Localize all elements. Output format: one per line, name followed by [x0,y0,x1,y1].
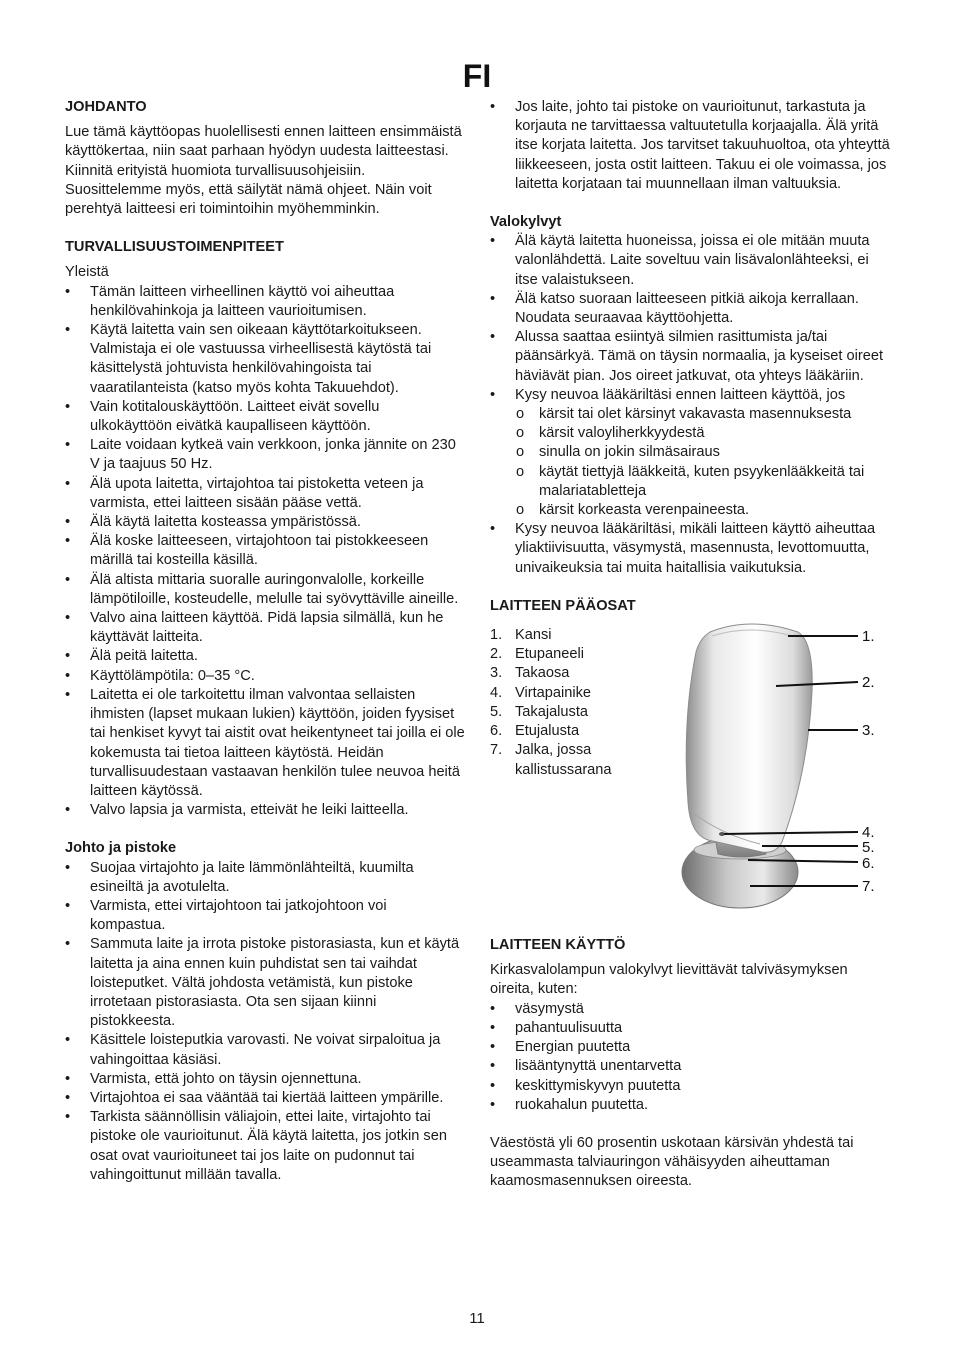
list-item: • Kysy neuvoa lääkäriltäsi, mikäli laitteen käyttö aiheuttaa yliaktiivisuutta, väsymystä, masennusta, levottomuutta, univaikeuksia tai muita haitallisia vaikutuksia. [490,520,890,578]
sublist-item: o kärsit korkeasta verenpaineesta. [515,501,890,520]
parts-item [490,684,650,703]
list-item: • Älä altista mittaria suoralle auringonvalolle, korkeille lämpötiloille, kosteudelle, melulle tai syövyttäville aineille. [65,571,465,609]
parts-item-number: 6. [490,723,503,740]
parts-section [490,626,890,926]
light-heading: Valokylvyt [490,214,562,231]
intro-text: Lue tämä käyttöopas huolellisesti ennen laitteen ensimmäistä käyttökertaa, niin saat parhaan hyödyn uudesta laitteestasi. Kiinnitä erityistä huomiota turvallisuusohjeisiin. Suosittelemme myös, että säilytät nämä ohjeet. Näin voit perehtyä laitteesi eri toimintoihin myöhemminkin. [65,124,462,218]
list-item: • ruokahalun puutetta. [490,1096,890,1115]
callout-label: 2. [862,674,875,692]
usage-closing: Väestöstä yli 60 prosentin uskotaan kärsivän yhdestä tai useammasta talviauringon vähäisyyden aiheuttaman kaamosmasennuksen oireesta. [490,1134,854,1190]
callout-label: 3. [862,722,875,740]
list-item: • Alussa saattaa esiintyä silmien rasittumista ja/tai päänsärkyä. Tämä on täysin normaalia, ja kyseiset oireet häviävät pian. Jos oireet jatkuvat, ota yhteys lääkäriin. [490,328,890,386]
left-column [65,98,465,1185]
parts-item-number: 5. [490,703,503,720]
safety-list [65,283,465,821]
list-item: • Tarkista säännöllisin väliajoin, ettei laite, virtajohto tai pistoke ole vaurioitunut. Älä käytä laitetta, jos jotkin sen osat ovat vaurioituneet tai jos laite on pudonnut tai vahingoittunut millään tavalla. [65,1108,465,1185]
list-item: • Laitetta ei ole tarkoitettu ilman valvontaa sellaisten ihmisten (lapset mukaan lukien) käyttöön, joiden fyysiset tai henkiset kyvyt tai aistit ovat heikentyneet tai joilla ei ole kokemusta tai tietoa laitteen käytöstä. Heidän turvallisuudestaan vastaavan henkilön tulee neuvoa heitä laitteen käytössä. [65,686,465,801]
cord-heading: Johto ja pistoke [65,840,177,857]
parts-item-label: Takaosa [515,665,570,682]
parts-list [490,626,650,780]
sublist-item: o käytät tiettyjä lääkkeitä, kuten psyykenlääkkeitä tai malariatabletteja [515,463,890,501]
list-item: • Valvo lapsia ja varmista, etteivät he leiki laitteella. [65,801,465,820]
light-sublist [515,405,890,520]
list-item: • Älä käytä laitetta kosteassa ympäristössä. [65,513,465,532]
list-item: • Käytä laitetta vain sen oikeaan käyttötarkoitukseen. Valmistaja ei ole vastuussa virheellisestä käytöstä tai käsittelystä johtuvista henkilövahingoista tai vaaratilanteista (katso myös kohta Takuuehdot). [65,321,465,398]
list-item: • Käyttölämpötila: 0–35 °C. [65,667,465,686]
parts-item-number: 2. [490,646,503,663]
callout-label: 4. [862,824,875,842]
intro-heading: JOHDANTO [65,99,147,115]
list-item: • Tämän laitteen virheellinen käyttö voi aiheuttaa henkilövahinkoja ja laitteen vaurioitumisen. [65,283,465,321]
list-item: • Sammuta laite ja irrota pistoke pistorasiasta, kun et käytä laitetta ja aina ennen kuin puhdistat sen tai vaihdat loisteputket. Vältä johdosta vetämistä, kun pistoke irrotetaan pistorasiasta. Ota sen sijaan kiinni pistokkeesta. [65,935,465,1031]
list-item: • Käsittele loisteputkia varovasti. Ne voivat sirpaloitua ja vahingoittaa käsiäsi. [65,1031,465,1069]
list-item: • lisääntynyttä unentarvetta [490,1057,890,1076]
list-item: • pahantuulisuutta [490,1019,890,1038]
list-item-text: Kysy neuvoa lääkäriltäsi ennen laitteen käyttöä, jos [515,386,846,403]
language-code: FI [462,58,492,94]
list-item: • Älä koske laitteeseen, virtajohtoon tai pistokkeeseen märillä tai kosteilla käsillä. [65,532,465,570]
list-item: • Varmista, että johto on täysin ojennettuna. [65,1070,465,1089]
parts-item-label: Etujalusta [515,723,580,740]
parts-item-number: 4. [490,684,503,701]
list-item: • väsymystä [490,1000,890,1019]
safety-subheading: Yleistä [65,264,109,281]
list-item: • Älä katso suoraan laitteeseen pitkiä aikoja kerrallaan. Noudata seuraavaa käyttöohjetta. [490,290,890,328]
callout-label: 5. [862,839,875,857]
list-item: • Energian puutetta [490,1038,890,1057]
list-item: • Älä peitä laitetta. [65,647,465,666]
parts-item-label: Etupaneeli [515,646,584,663]
list-item: • Vain kotitalouskäyttöön. Laitteet eivät sovellu ulkokäyttöön eivätkä kaupalliseen käyttöön. [65,398,465,436]
list-item: • Älä käytä laitetta huoneissa, joissa ei ole mitään muuta valonlähdettä. Laite soveltuu vain lisävalonlähteeksi, ei itse valaistukseen. [490,232,890,290]
sublist-item: o sinulla on jokin silmäsairaus [515,443,890,462]
callout-label: 6. [862,855,875,873]
parts-item [490,722,650,741]
light-list [490,232,890,578]
parts-item-number: 3. [490,665,503,682]
damage-list [490,98,890,194]
parts-item [490,703,650,722]
callout-labels [862,628,875,895]
parts-item-label: Takajalusta [515,703,589,720]
list-item: • Virtajohtoa ei saa vääntää tai kiertää laitteen ympärille. [65,1089,465,1108]
usage-intro: Kirkasvalolampun valokylvyt lievittävät talviväsymyksen oireita, kuten: [490,962,848,998]
sublist-item: o kärsit tai olet kärsinyt vakavasta masennuksesta [515,405,890,424]
parts-item-label: Virtapainike [515,684,591,701]
parts-item-label: Kansi [515,627,552,644]
cord-list [65,859,465,1185]
page-number: 11 [469,1310,485,1327]
list-item: • Laite voidaan kytkeä vain verkkoon, jonka jännite on 230 V ja taajuus 50 Hz. [65,436,465,474]
list-item: • Jos laite, johto tai pistoke on vaurioitunut, tarkastuta ja korjauta ne tarvittaessa valtuutetulla korjaajalla. Älä yritä itse korjata laitetta. Jos tarvitset takuuhuoltoa, ota yhteyttä liikkeeseen, josta ostit laitteen. Takuu ei ole voimassa, jos laitetta korjataan tai muunnellaan ilman valtuuksia. [490,98,890,194]
parts-item [490,741,650,779]
lamp-diagram [680,622,890,922]
usage-heading: LAITTEEN KÄYTTÖ [490,937,626,954]
parts-item-label: Jalka, jossa kallistussarana [515,742,612,778]
list-item [490,386,890,520]
lamp-body [686,624,812,852]
list-item: • Älä upota laitetta, virtajohtoa tai pistoketta veteen ja varmista, ettei laitteen sisään pääse vettä. [65,475,465,513]
parts-item [490,626,650,645]
list-item: • Suojaa virtajohto ja laite lämmönlähteiltä, kuumilta esineiltä ja avotulelta. [65,859,465,897]
parts-item-number: 7. [490,742,503,759]
sublist-item: o kärsit valoyliherkkyydestä [515,424,890,443]
callout-label: 7. [862,878,875,896]
list-item: • Varmista, ettei virtajohtoon tai jatkojohtoon voi kompastua. [65,897,465,935]
parts-heading: LAITTEEN PÄÄOSAT [490,597,636,614]
parts-item [490,664,650,683]
parts-item-number: 1. [490,627,503,644]
parts-item [490,645,650,664]
list-item: • keskittymiskyvyn puutetta [490,1077,890,1096]
list-item: • Valvo aina laitteen käyttöä. Pidä lapsia silmällä, kun he käyttävät laitteita. [65,609,465,647]
right-column [490,98,890,1192]
usage-list [490,1000,890,1115]
callout-label: 1. [862,628,875,646]
safety-heading: TURVALLISUUSTOIMENPITEET [65,239,284,256]
